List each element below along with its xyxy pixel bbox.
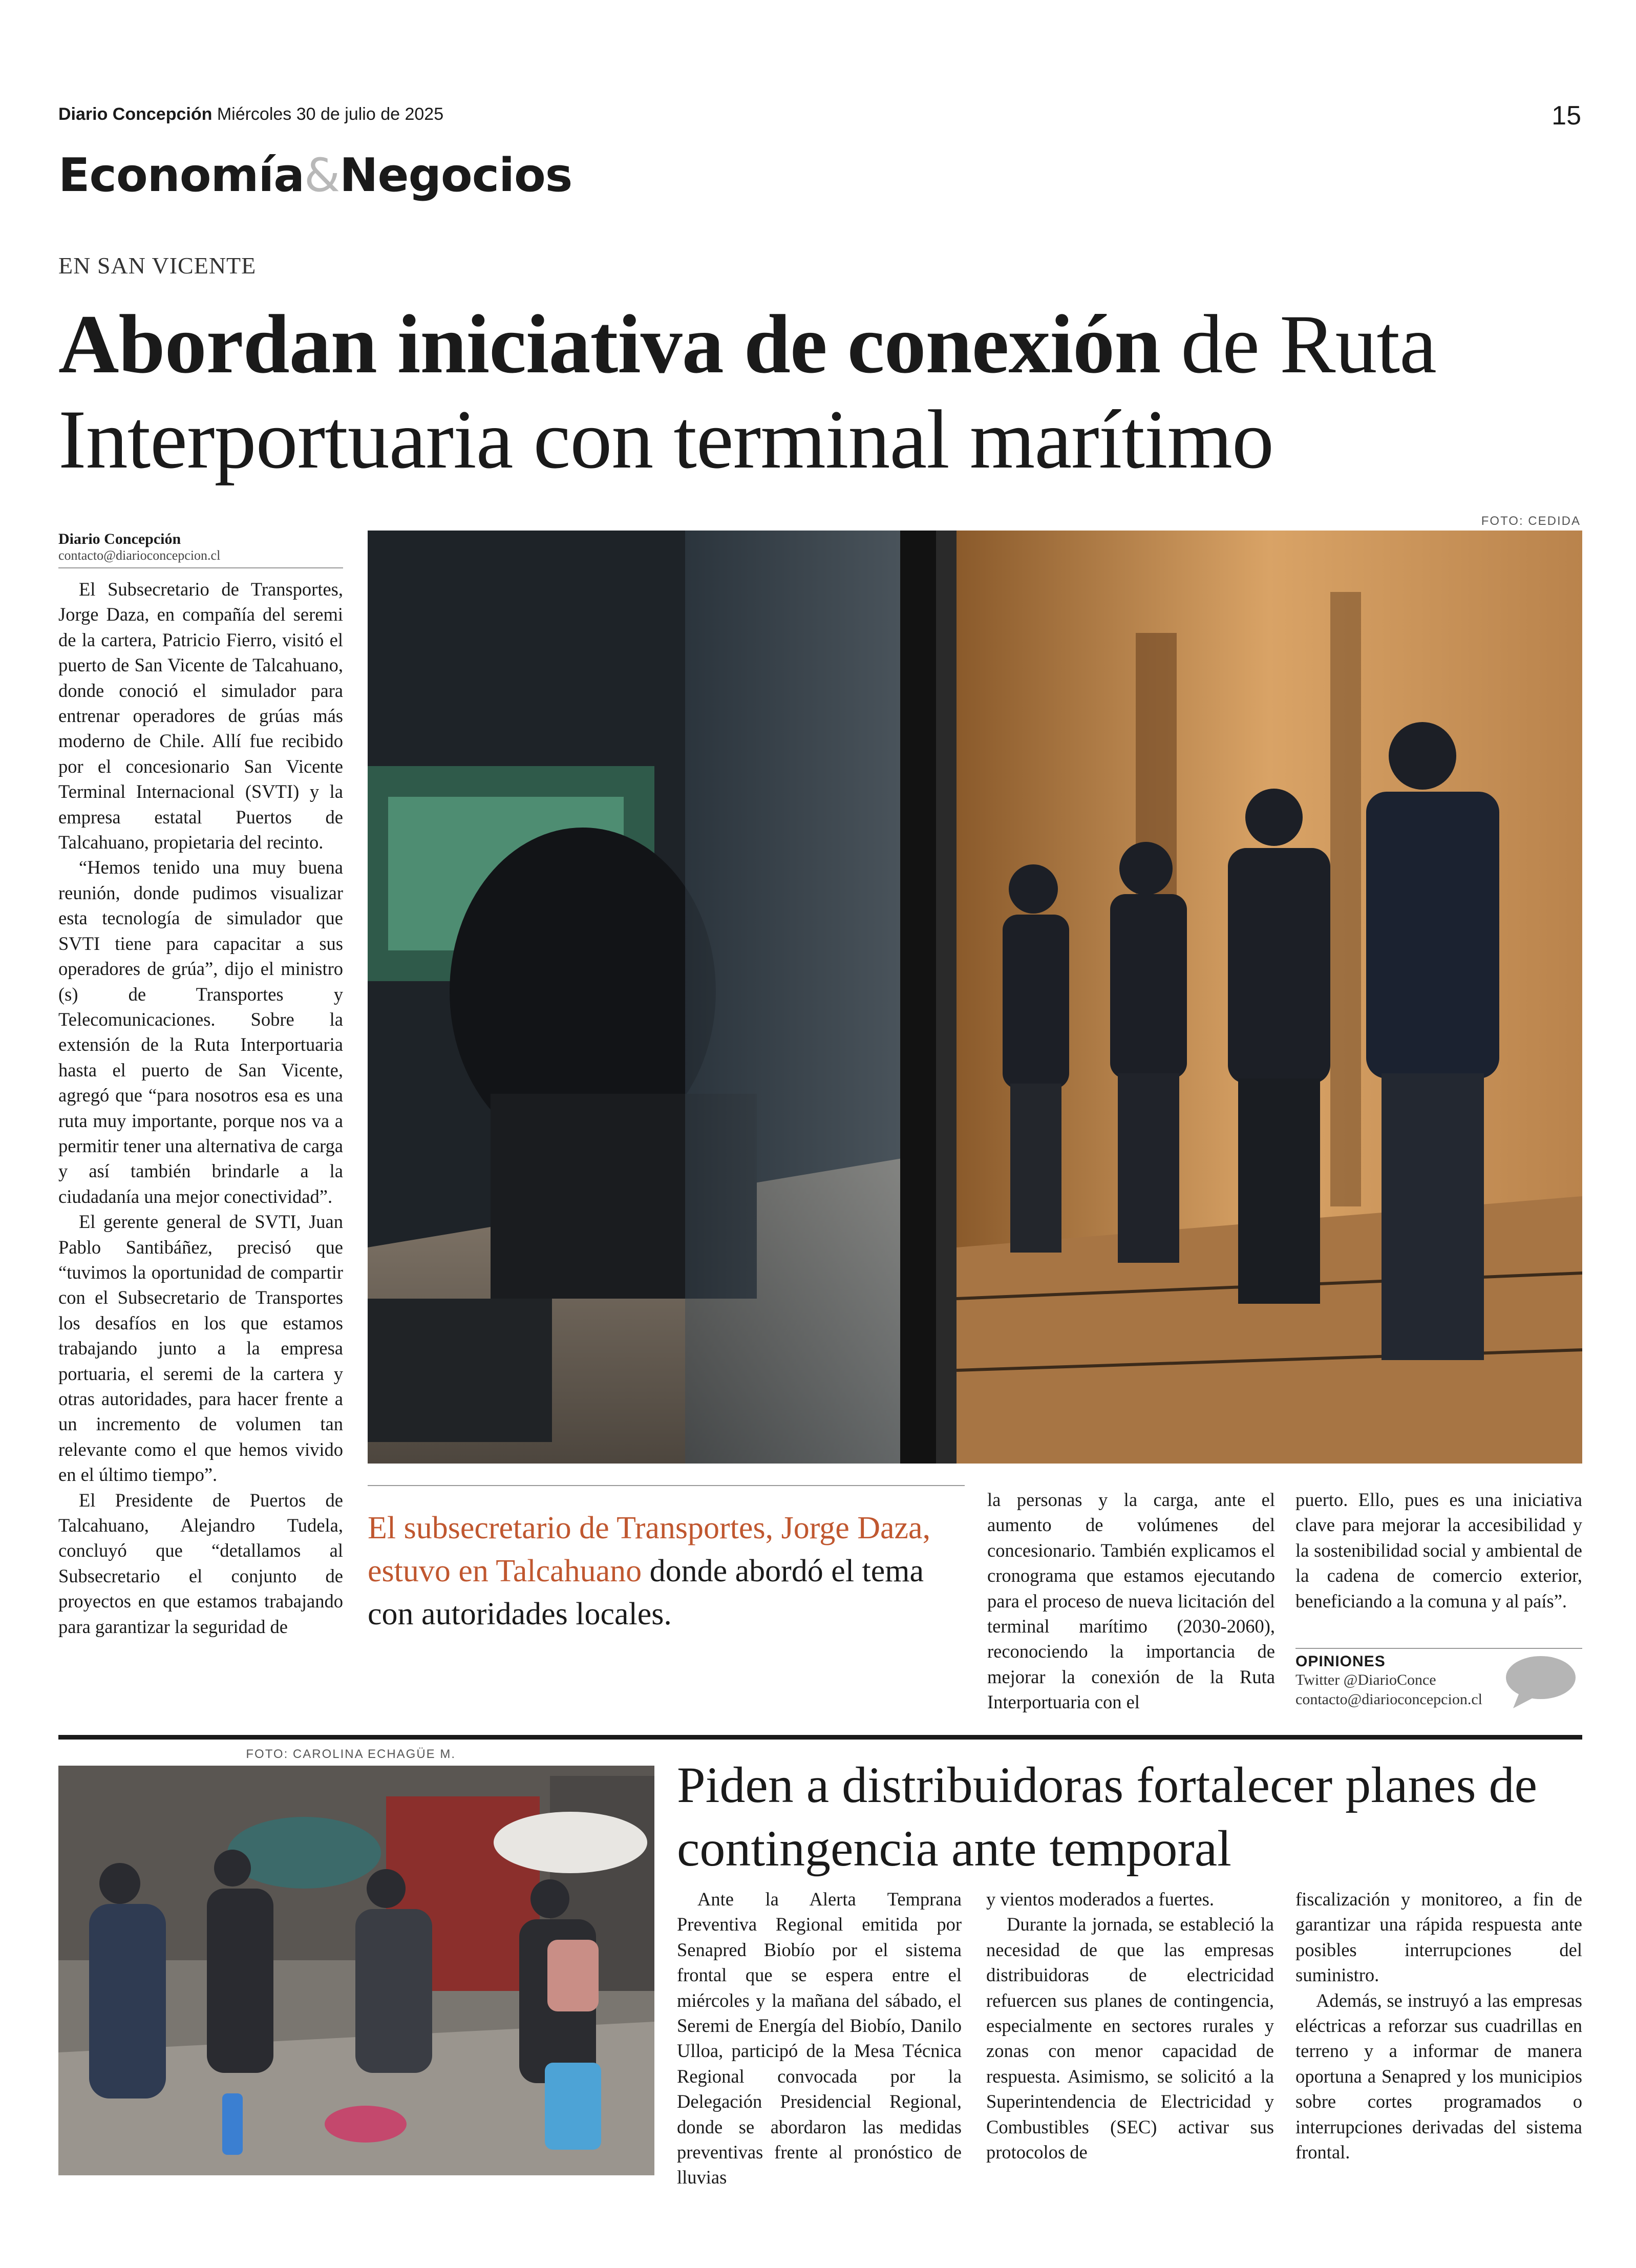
second-photo-credit: FOTO: CAROLINA ECHAGÜE M.: [246, 1747, 456, 1761]
article-divider: [58, 1735, 1582, 1740]
publication-date: Miércoles 30 de julio de 2025: [217, 104, 444, 124]
caption-lead: El subsecretario de Transportes, Jorge Daza, estuvo en Talcahuano: [368, 1511, 931, 1588]
page-header: [58, 104, 443, 124]
paragraph: la personas y la carga, ante el aumento de volúmenes del concesionario. También explicamos el cronograma que estamos ejecutando para el proceso de nueva licitación del terminal marítimo (2030-2060), reconociendo la importancia de mejorar la conexión de la Ruta Interportuaria con el: [987, 1489, 1275, 1713]
caption-rest: donde abordó el tema con autoridades locales.: [368, 1554, 924, 1631]
article-kicker: EN SAN VICENTE: [58, 252, 257, 279]
main-photo-credit: FOTO: CEDIDA: [1481, 514, 1581, 528]
second-photo: [58, 1766, 654, 2175]
section-title-amp: &: [304, 149, 340, 202]
byline-name: Diario Concepción: [58, 531, 181, 547]
article-column-4: [1295, 1487, 1582, 1614]
page-number: 15: [1552, 101, 1581, 131]
second-article-column-3: [1295, 1887, 1582, 2165]
byline: [58, 531, 343, 568]
opinions-title: OPINIONES: [1295, 1653, 1386, 1670]
paragraph: El gerente general de SVTI, Juan Pablo Santibáñez, precisó que “tuvimos la oportunidad de compartir con el Subsecretario de Transportes los desafíos en los que estamos trabajando junto a la empresa portuaria, el seremi de la cartera y otras autoridades, para hacer frente a un incremento de volumen tan relevante como el que hemos vivido en el último tiempo”.: [58, 1211, 343, 1486]
article-column-1: [58, 577, 343, 1703]
headline-regular: de Ruta Interportuaria con terminal marítimo: [58, 298, 1436, 486]
speech-bubble-icon: [1505, 1653, 1577, 1709]
headline-bold: Abordan iniciativa de conexión: [58, 298, 1161, 391]
second-photo-illustration: [58, 1766, 654, 2175]
paragraph: “Hemos tenido una muy buena reunión, donde pudimos visualizar esta tecnología de simulador que SVTI tiene para capacitar a sus operadores de grúa”, dijo el ministro (s) de Transportes y Telecomunicaciones. Sobre la extensión de la Ruta Interportuaria hasta el puerto de San Vicente, agregó que “para nosotros esa es una ruta muy importante, porque nos va a permitir tener una alternativa de carga y así también brindarle a la ciudadanía una mejor conectividad”.: [58, 857, 343, 1207]
publication-name: Diario Concepción: [58, 104, 213, 124]
paragraph: puerto. Ello, pues es una iniciativa clave para mejorar la accesibilidad y la sostenibilidad social y ambiental de la cadena de comercio exterior, beneficiando a la comuna y al país”.: [1295, 1489, 1582, 1612]
paragraph: fiscalización y monitoreo, a fin de garantizar una rápida respuesta ante posibles interrupciones del suministro.: [1295, 1889, 1582, 1986]
opinions-twitter: Twitter @DiarioConce: [1295, 1671, 1436, 1688]
paragraph: El Presidente de Puertos de Talcahuano, Alejandro Tudela, concluyó que “detallamos al Subsecretario el conjunto de proyectos en que estamos trabajando para garantizar la seguridad de: [58, 1489, 343, 1637]
second-headline: Piden a distribuidoras fortalecer planes de contingencia ante temporal: [677, 1756, 1537, 1877]
second-article-column-2: [986, 1887, 1274, 2165]
paragraph: y vientos moderados a fuertes.: [986, 1889, 1214, 1910]
article-column-3: [987, 1487, 1275, 1715]
paragraph: Además, se instruyó a las empresas eléctricas a reforzar sus cuadrillas en terreno y a informar de manera oportuna a Senapred y los municipios sobre cortes programados o interrupciones derivadas del sistema frontal.: [1295, 1989, 1582, 2163]
main-photo-illustration: [368, 531, 1582, 1464]
paragraph: El Subsecretario de Transportes, Jorge Daza, en compañía del seremi de la cartera, Patricio Fierro, visitó el puerto de San Vicente de Talcahuano, donde conoció el simulador para entrenar operadores de grúas más moderno de Chile. Allí fue recibido por el concesionario San Vicente Terminal Internacional (SVTI) y la empresa estatal Puertos de Talcahuano, propietaria del recinto.: [58, 579, 343, 853]
article-headline: [58, 297, 1584, 487]
main-photo: [368, 531, 1582, 1464]
paragraph: Ante la Alerta Temprana Preventiva Regional emitida por Senapred Biobío por el sistema frontal que se espera entre el miércoles y la mañana del sábado, el Seremi de Energía del Biobío, Danilo Ulloa, participó de la Mesa Técnica Regional convocada por la Delegación Presidencial Regional, donde se abordaron las medidas preventivas frente al pronóstico de lluvias: [677, 1889, 962, 2188]
opinions-email: contacto@diarioconcepcion.cl: [1295, 1691, 1482, 1708]
section-title: [58, 149, 572, 202]
paragraph: Durante la jornada, se estableció la necesidad de que las empresas distribuidoras de electricidad refuercen sus planes de contingencia, especialmente en sectores rurales y zonas con menor capacidad de respuesta. Asimismo, se solicitó a la Superintendencia de Electricidad y Combustibles (SEC) activar sus protocolos de: [986, 1914, 1274, 2163]
section-title-left: Economía: [58, 149, 304, 202]
section-title-right: Negocios: [339, 149, 572, 202]
second-article-column-1: [677, 1887, 962, 2190]
byline-email: contacto@diarioconcepcion.cl: [58, 548, 221, 563]
main-photo-caption: [368, 1485, 965, 1636]
